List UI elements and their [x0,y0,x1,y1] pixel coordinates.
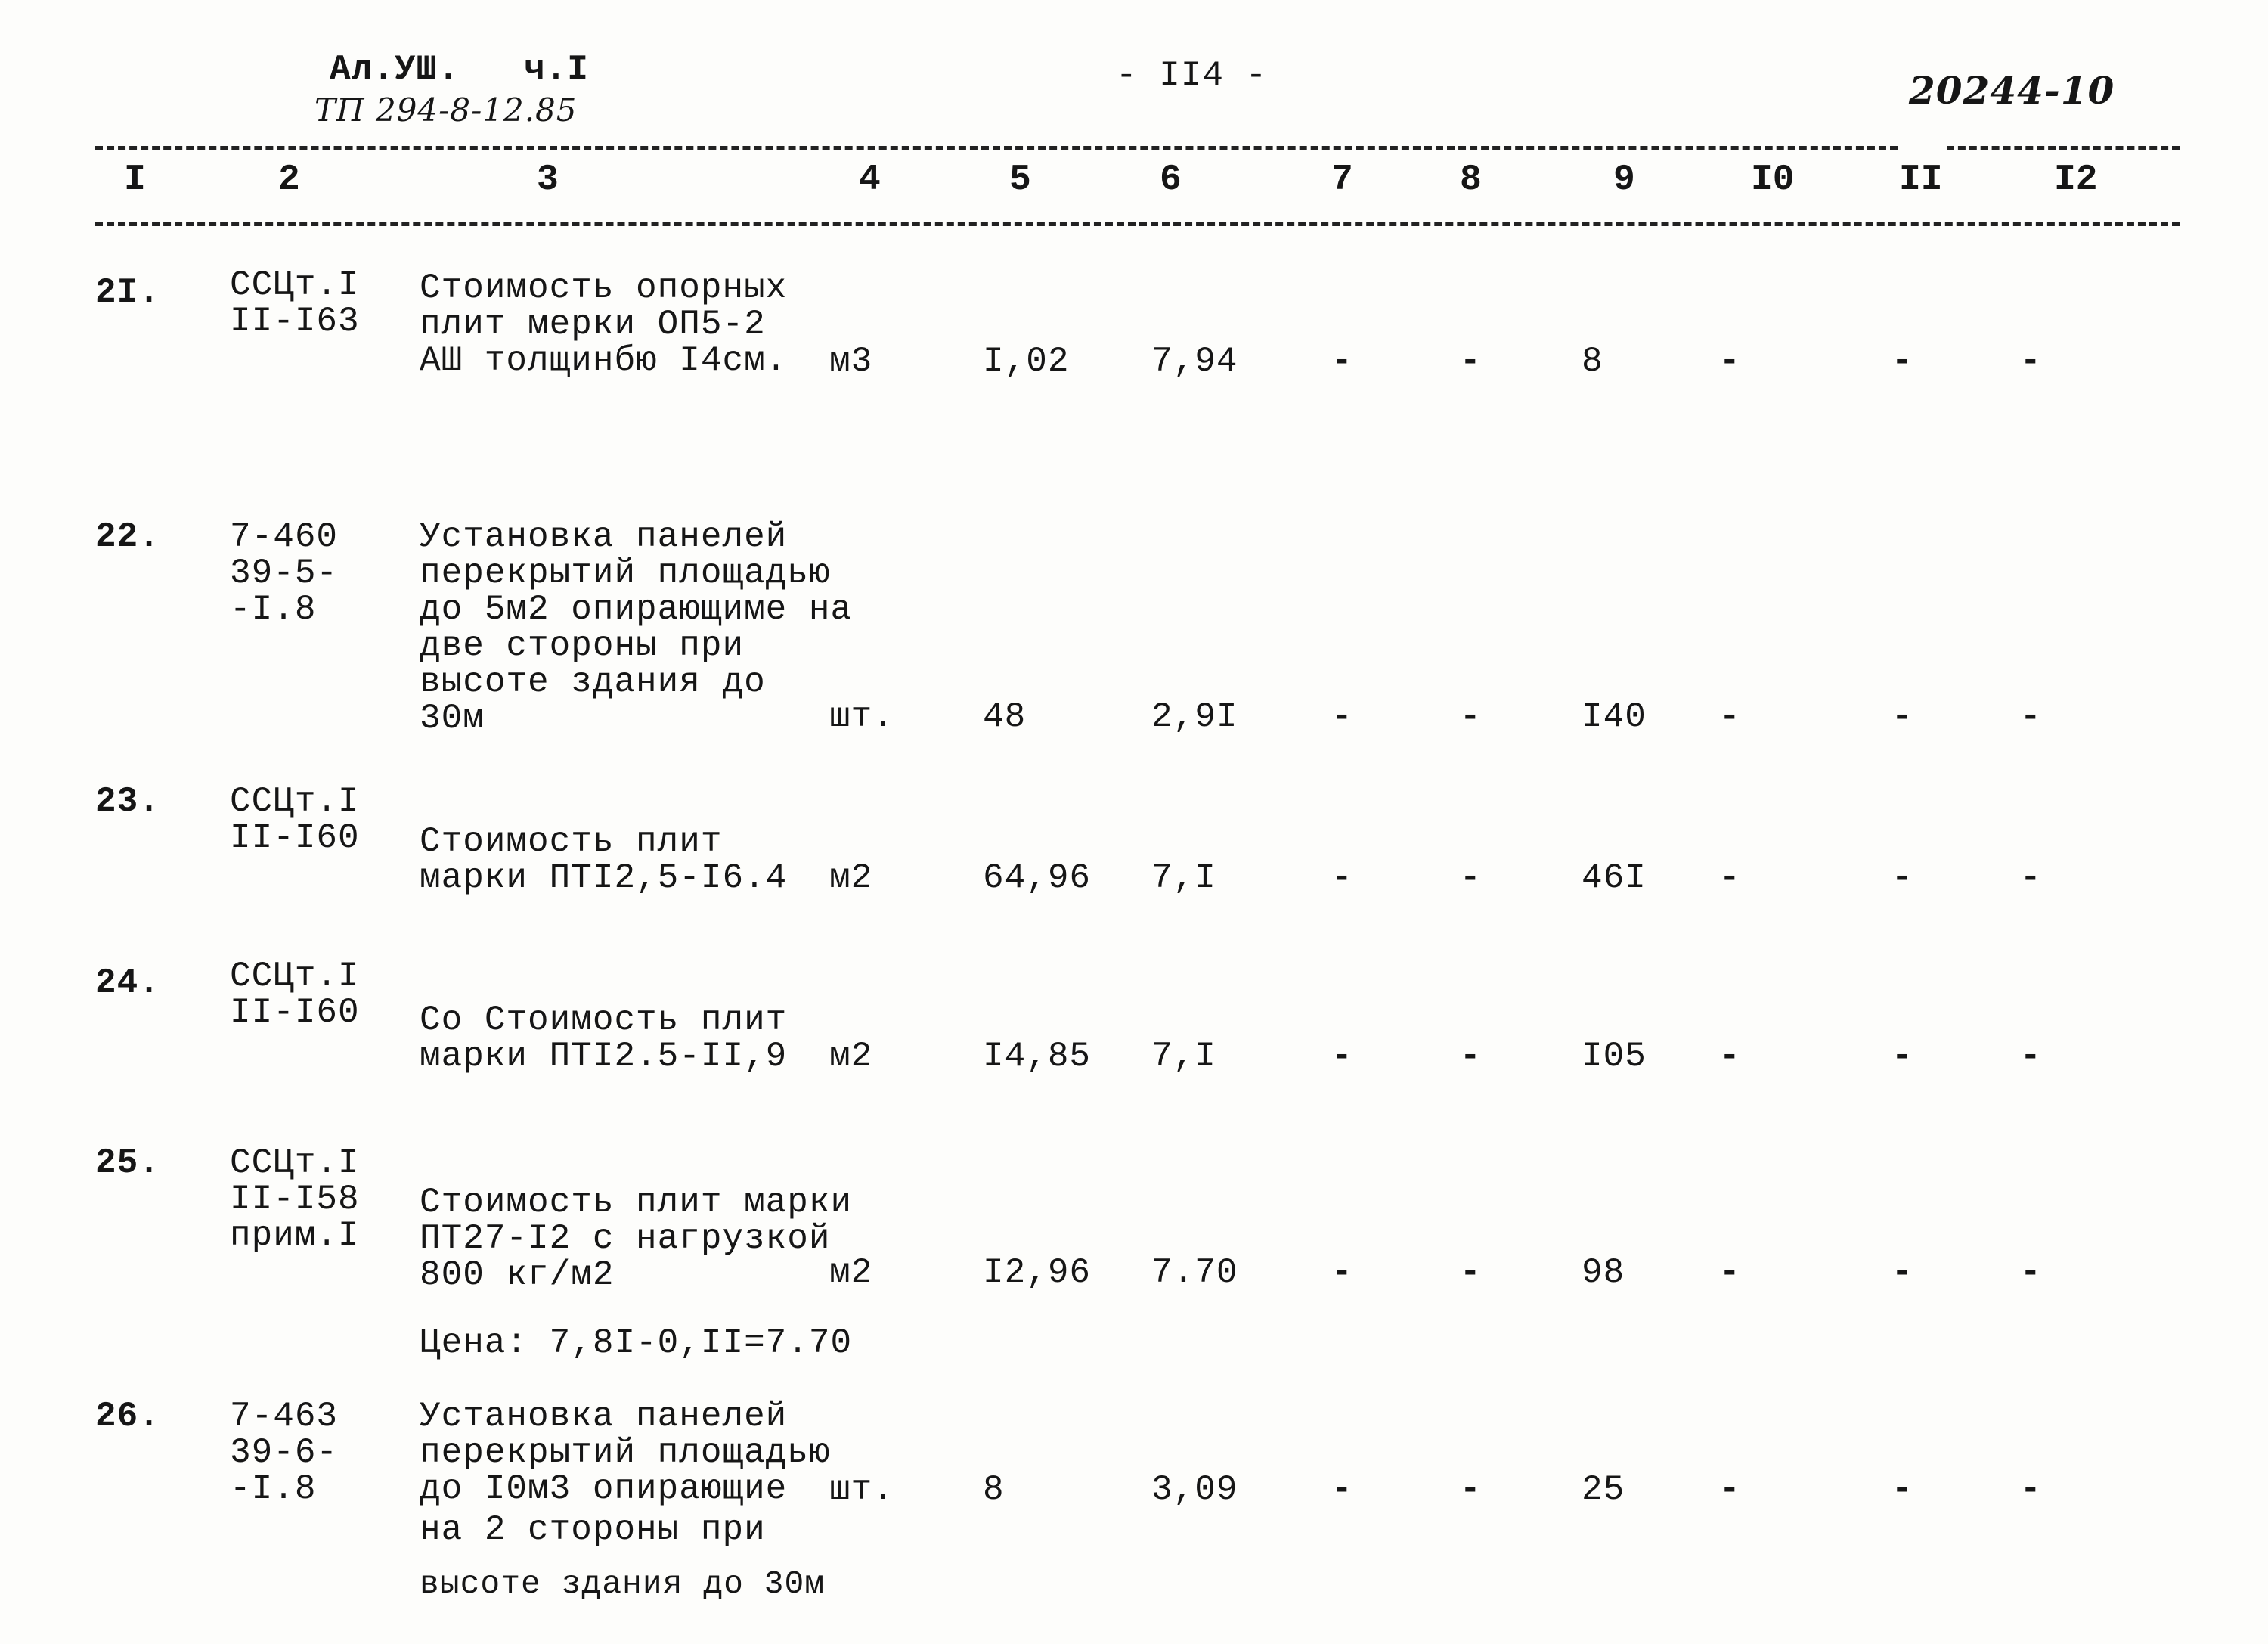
column-header-5: 5 [1009,160,1031,200]
col7-cell: - [1331,1037,1353,1076]
column-header-3: 3 [537,160,559,200]
col10-cell: - [1719,342,1741,381]
col10-cell: - [1719,858,1741,898]
rate-code-line: 7-460 [230,517,339,557]
quantity-cell: I,02 [983,342,1070,381]
rate-code-line: -I.8 [230,590,317,629]
quantity-cell: I2,96 [983,1253,1092,1292]
col12-cell: - [2020,1037,2042,1076]
row-number: 26. [95,1397,160,1436]
unit-cell: м2 [829,1037,873,1076]
rate-code-line: ССЦт.I [230,782,360,821]
rate-code [230,958,360,1031]
top-rule-right [1947,146,2180,150]
quantity-cell: 48 [983,697,1027,737]
quantity-cell: I4,85 [983,1037,1092,1076]
col11-cell: - [1892,1470,1913,1509]
column-header-10: I0 [1751,160,1795,200]
rate-code-line: 39-5- [230,554,339,593]
col8-cell: - [1460,342,1482,381]
total-cell: 98 [1582,1253,1625,1292]
row-values [0,1253,2268,1295]
column-header-6: 6 [1160,160,1182,200]
description-line: Стоимость плит [420,822,723,861]
row-number: 24. [95,963,160,1003]
column-header-9: 9 [1613,160,1635,200]
col11-cell: - [1892,858,1913,898]
description-line: две стороны при [420,626,745,665]
rate-code-line: -I.8 [230,1469,317,1509]
description-line: до 5м2 опирающиме на [420,590,853,629]
col12-cell: - [2020,858,2042,898]
rate-code [230,1145,360,1254]
rate-code-line: ССЦт.I [230,957,360,996]
description-line: до I0м3 опирающие [420,1469,788,1509]
description-line: Установка панелей [420,517,788,557]
rate-code-line: 39-6- [230,1433,339,1472]
unit-price-cell: 7,I [1151,1037,1216,1076]
column-header-1: I [124,160,146,200]
col8-cell: - [1460,1037,1482,1076]
description-line: ПТ27-I2 с нагрузкой [420,1219,831,1258]
row-number: 23. [95,782,160,821]
col12-cell: - [2020,697,2042,737]
rate-code-line: ССЦт.I [230,1143,360,1183]
rate-code-line: II-I58 [230,1180,360,1219]
quantity-cell: 64,96 [983,858,1092,898]
col7-cell: - [1331,1253,1353,1292]
column-header-12: I2 [2054,160,2098,200]
part-label: ч.I [524,50,589,89]
col10-cell: - [1719,1253,1741,1292]
column-header-7: 7 [1331,160,1353,200]
col12-cell: - [2020,1253,2042,1292]
col10-cell: - [1719,697,1741,737]
row-values [0,860,2268,896]
rate-code [230,783,360,856]
row-values [0,1038,2268,1075]
rate-code-line: II-I63 [230,302,360,341]
total-cell: 8 [1582,342,1603,381]
col12-cell: - [2020,1470,2042,1509]
row-number: 25. [95,1143,160,1183]
total-cell: 25 [1582,1470,1625,1509]
description-line: Со Стоимость плит [420,1000,788,1040]
description-line: марки ПТI2,5-I6.4 [420,858,788,898]
row-number: 22. [95,517,160,557]
description-line: высоте здания до [420,662,766,702]
unit-price-cell: 2,9I [1151,697,1238,737]
description-line: 800 кг/м2 [420,1255,615,1295]
unit-cell: шт. [829,1470,894,1509]
total-cell: 46I [1582,858,1647,898]
total-cell: I05 [1582,1037,1647,1076]
rate-code-line: прим.I [230,1216,360,1255]
col7-cell: - [1331,858,1353,898]
unit-price-cell: 7,94 [1151,342,1238,381]
col8-cell: - [1460,1470,1482,1509]
column-header-2: 2 [278,160,300,200]
col10-cell: - [1719,1037,1741,1076]
description-line: 30м [420,699,485,738]
rate-code-line: ССЦт.I [230,265,360,305]
col7-cell: - [1331,342,1353,381]
col12-cell: - [2020,342,2042,381]
col8-cell: - [1460,1253,1482,1292]
col11-cell: - [1892,1253,1913,1292]
row-values [0,343,2268,380]
description-line: перекрытий площадью [420,1433,831,1472]
col7-cell: - [1331,1470,1353,1509]
col11-cell: - [1892,342,1913,381]
rate-code [230,519,338,628]
description-line: на 2 стороны при [420,1510,766,1549]
rate-code [230,267,360,340]
row-number: 2I. [95,273,160,312]
description-line: марки ПТI2.5-II,9 [420,1037,788,1076]
col8-cell: - [1460,858,1482,898]
column-header-4: 4 [859,160,881,200]
rate-code-line: II-I60 [230,993,360,1032]
description-line: перекрытий площадью [420,554,831,593]
description-line: высоте здания до 30м [420,1565,826,1602]
unit-cell: шт. [829,697,894,737]
price-note: Цена: 7,8I-0,II=7.70 [420,1323,853,1363]
row-values [0,697,2268,738]
col7-cell: - [1331,697,1353,737]
column-header-11: II [1899,160,1943,200]
col8-cell: - [1460,697,1482,737]
column-header-8: 8 [1460,160,1482,200]
unit-price-cell: 7,I [1151,858,1216,898]
header-bottom-rule [95,222,2180,226]
unit-price-cell: 3,09 [1151,1470,1238,1509]
unit-cell: м3 [829,342,873,381]
unit-cell: м2 [829,1253,873,1292]
description-line: АШ толщинбю I4см. [420,341,788,380]
total-cell: I40 [1582,697,1647,737]
document-number: 20244-10 [1909,68,2115,113]
project-code: ТП 294-8-12.85 [314,92,578,129]
description-line: Установка панелей [420,1397,788,1436]
unit-cell: м2 [829,858,873,898]
album-label: Ал.УШ. [330,50,460,89]
rate-code-line: II-I60 [230,818,360,858]
quantity-cell: 8 [983,1470,1005,1509]
top-rule-left [95,146,1898,150]
col11-cell: - [1892,1037,1913,1076]
rate-code-line: 7-463 [230,1397,339,1436]
col10-cell: - [1719,1470,1741,1509]
col11-cell: - [1892,697,1913,737]
unit-price-cell: 7.70 [1151,1253,1238,1292]
description-line: Стоимость плит марки [420,1183,853,1222]
description-line: Стоимость опорных [420,268,788,308]
page-number: - II4 - [1116,56,1268,95]
row-values [0,1469,2268,1509]
description-line: плит мерки ОП5-2 [420,305,766,344]
